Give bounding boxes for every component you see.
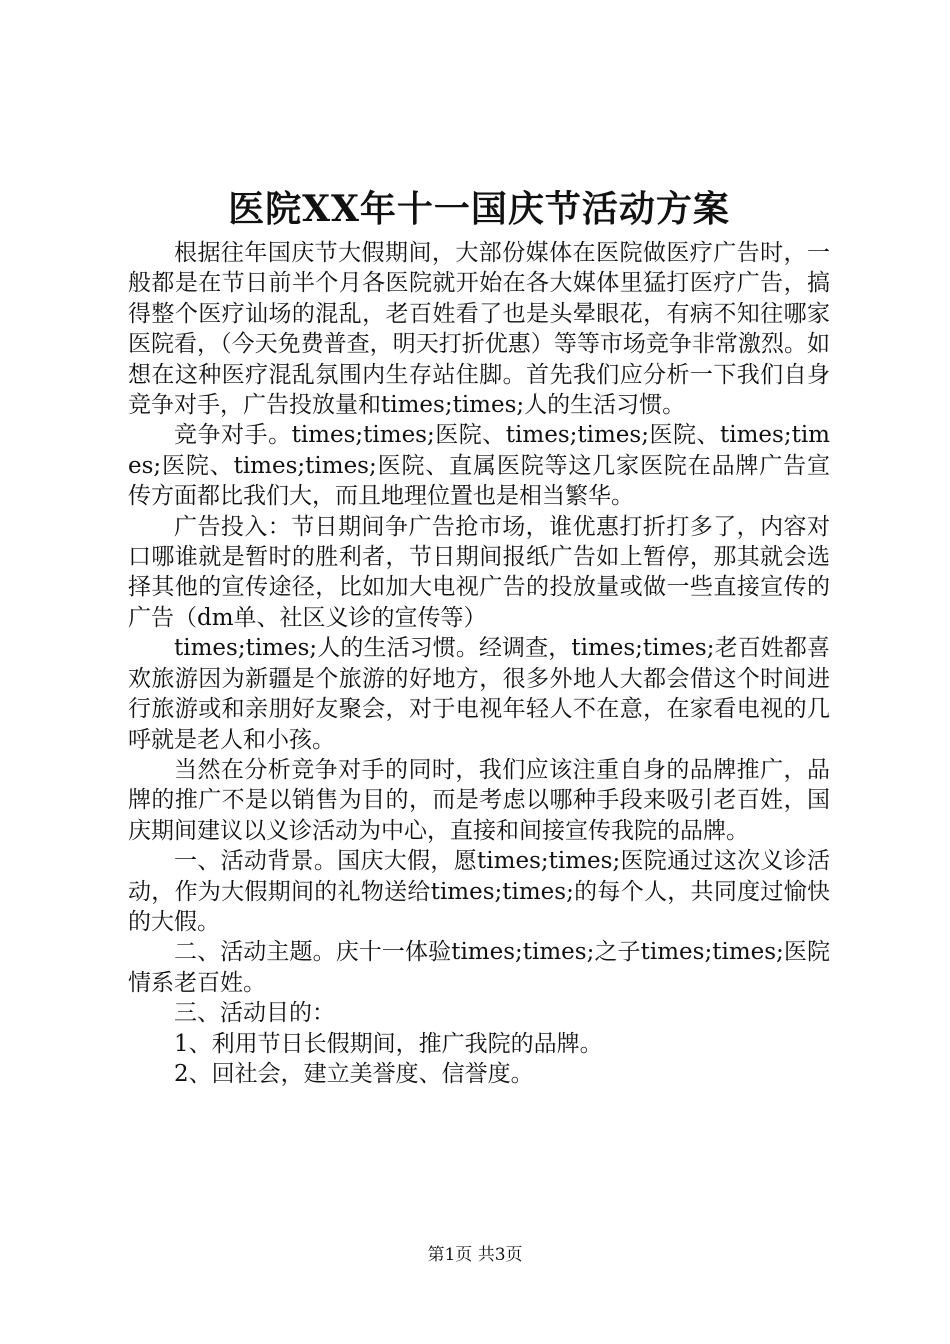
paragraph-ad-investment: 广告投入：节日期间争广告抢市场，谁优惠打折打多了，内容对口哪谁就是暂时的胜利者，节日期间报纸广告如上暂停，那其就会选择其他的宣传途径，比如加大电视广告的投放量或做一些直接宣传的广告（dm单、社区义诊的宣传等） xyxy=(128,513,830,631)
paragraph-activity-theme: 二、活动主题。庆十一体验times;times;之子times;times;医院情系老百姓。 xyxy=(128,939,830,996)
paragraph-goal-1: 1、利用节日长假期间，推广我院的品牌。 xyxy=(174,1030,603,1057)
paragraph-goal-2: 2、回社会，建立美誉度、信誉度。 xyxy=(174,1060,534,1087)
paragraph-activity-background: 一、活动背景。国庆大假，愿times;times;医院通过这次义诊活动，作为大假期间的礼物送给times;times;的每个人，共同度过愉快的大假。 xyxy=(128,848,830,935)
paragraph-living-habits: times;times;人的生活习惯。经调查，times;times;老百姓都喜欢旅游因为新疆是个旅游的好地方，很多外地人大都会借这个时间进行旅游或和亲朋好友聚会，对于电视年轻人不在意，在家看电视的几呼就是老人和小孩。 xyxy=(128,635,830,753)
paragraph-brand-promotion: 当然在分析竞争对手的同时，我们应该注重自身的品牌推广，品牌的推广不是以销售为目的，而是考虑以哪种手段来吸引老百姓，国庆期间建议以义诊活动为中心，直接和间接宣传我院的品牌。 xyxy=(128,756,830,844)
paragraph-competitors: 竞争对手。times;times;医院、times;times;医院、times;times;医院、times;times;医院、直属医院等这几家医院在品牌广告宣传方面都比我们大，而且地理位置也是相当繁华。 xyxy=(128,422,830,510)
document-title: 医院XX年十一国庆节活动方案 xyxy=(228,188,730,230)
paragraph-activity-goals-heading: 三、活动目的： xyxy=(174,1000,335,1027)
paragraph-intro: 根据往年国庆节大假期间，大部份媒体在医院做医疗广告时，一般都是在节日前半个月各医院就开始在各大媒体里猛打医疗广告，搞得整个医疗讪场的混乱，老百姓看了也是头晕眼花，有病不知往哪家医院看，（今天免费普查，明天打折优惠）等等市场竞争非常激烈。如想在这种医疗混乱氛围内生存站住脚。首先我们应分析一下我们自身竞争对手，广告投放量和times;times;人的生活习惯。 xyxy=(128,240,830,419)
document-body xyxy=(128,238,830,1089)
page-number-footer: 第1页 共3页 xyxy=(427,1245,523,1265)
